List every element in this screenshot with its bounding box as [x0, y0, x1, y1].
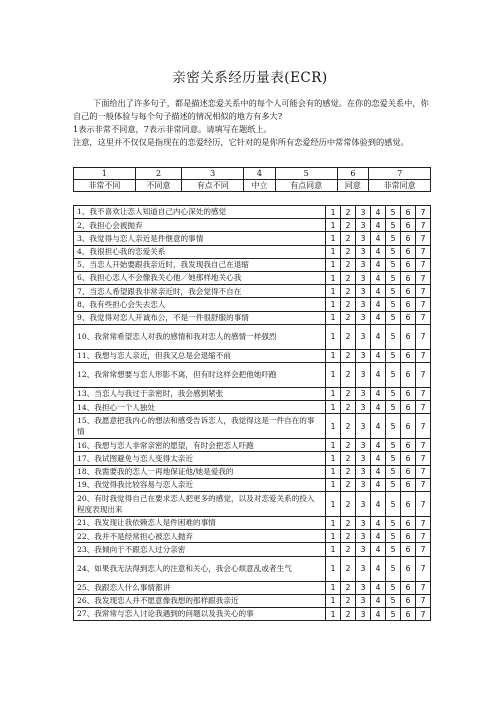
rating-option-6[interactable]: 6	[401, 324, 416, 349]
rating-option-3[interactable]: 3	[356, 543, 371, 556]
rating-option-3[interactable]: 3	[356, 285, 371, 298]
table-row	[74, 311, 431, 324]
rating-option-2[interactable]: 2	[341, 478, 356, 491]
rating-option-2[interactable]: 2	[341, 285, 356, 298]
table-row	[74, 387, 431, 400]
rating-option-6[interactable]: 6	[401, 556, 416, 581]
rating-option-7[interactable]: 7	[416, 387, 431, 400]
rating-option-1[interactable]: 1	[326, 362, 341, 387]
rating-option-2[interactable]: 2	[341, 258, 356, 271]
rating-option-6[interactable]: 6	[401, 311, 416, 324]
rating-option-5[interactable]: 5	[386, 594, 401, 607]
question-text: 13、当恋人与我过于亲密时，我会感到紧张	[74, 387, 326, 400]
rating-option-2[interactable]: 2	[341, 232, 356, 245]
rating-option-6[interactable]: 6	[401, 285, 416, 298]
rating-option-5[interactable]: 5	[386, 271, 401, 284]
rating-option-4[interactable]: 4	[371, 594, 386, 607]
rating-option-3[interactable]: 3	[356, 556, 371, 581]
rating-option-6[interactable]: 6	[401, 401, 416, 414]
rating-option-4[interactable]: 4	[371, 517, 386, 530]
rating-option-7[interactable]: 7	[416, 324, 431, 349]
table-row	[74, 556, 431, 581]
question-text: 4、我很担心我的恋爱关系	[74, 245, 326, 258]
rating-option-1[interactable]: 1	[326, 543, 341, 556]
question-text: 1、我不喜欢让恋人知道自己内心深处的感觉	[74, 206, 326, 219]
rating-option-4[interactable]: 4	[371, 414, 386, 439]
rating-option-2[interactable]: 2	[341, 465, 356, 478]
rating-option-4[interactable]: 4	[371, 607, 386, 620]
rating-option-4[interactable]: 4	[371, 271, 386, 284]
rating-option-4[interactable]: 4	[371, 349, 386, 362]
rating-option-3[interactable]: 3	[356, 530, 371, 543]
rating-option-1[interactable]: 1	[326, 401, 341, 414]
rating-option-7[interactable]: 7	[416, 362, 431, 387]
rating-option-3[interactable]: 3	[356, 594, 371, 607]
table-row	[74, 258, 431, 271]
rating-option-5[interactable]: 5	[386, 324, 401, 349]
rating-option-4[interactable]: 4	[371, 465, 386, 478]
table-row	[74, 245, 431, 258]
scale-label-row	[74, 180, 431, 192]
question-text: 27、我常常与恋人讨论我遇到的问题以及我关心的事	[74, 607, 326, 620]
table-row	[74, 607, 431, 620]
rating-option-3[interactable]: 3	[356, 349, 371, 362]
question-table	[73, 205, 431, 621]
rating-option-5[interactable]: 5	[386, 232, 401, 245]
rating-option-5[interactable]: 5	[386, 581, 401, 594]
table-row	[74, 517, 431, 530]
rating-option-3[interactable]: 3	[356, 492, 371, 517]
rating-option-1[interactable]: 1	[326, 219, 341, 232]
rating-option-4[interactable]: 4	[371, 324, 386, 349]
table-row	[74, 271, 431, 284]
scale-number: 3	[182, 168, 244, 180]
rating-option-4[interactable]: 4	[371, 285, 386, 298]
instructions	[73, 97, 431, 149]
question-text: 10、我常常希望恋人对我的感情和我对恋人的感情一样强烈	[74, 324, 326, 349]
rating-option-2[interactable]: 2	[341, 349, 356, 362]
scale-label: 中立	[244, 180, 276, 192]
rating-option-2[interactable]: 2	[341, 245, 356, 258]
rating-option-5[interactable]: 5	[386, 245, 401, 258]
rating-option-6[interactable]: 6	[401, 298, 416, 311]
rating-option-3[interactable]: 3	[356, 387, 371, 400]
question-text: 16、我想与恋人非常亲密的愿望，有时会把恋人吓跑	[74, 439, 326, 452]
table-row	[74, 324, 431, 349]
rating-option-6[interactable]: 6	[401, 219, 416, 232]
rating-option-3[interactable]: 3	[356, 298, 371, 311]
rating-option-5[interactable]: 5	[386, 285, 401, 298]
table-row	[74, 452, 431, 465]
rating-option-4[interactable]: 4	[371, 258, 386, 271]
rating-option-3[interactable]: 3	[356, 258, 371, 271]
rating-option-5[interactable]: 5	[386, 298, 401, 311]
rating-option-2[interactable]: 2	[341, 324, 356, 349]
rating-scale-legend	[73, 167, 431, 192]
rating-option-1[interactable]: 1	[326, 465, 341, 478]
question-text: 24、如果我无法得到恋人的注意和关心，我会心烦意乱或者生气	[74, 556, 326, 581]
rating-option-3[interactable]: 3	[356, 517, 371, 530]
table-row	[74, 232, 431, 245]
rating-option-5[interactable]: 5	[386, 387, 401, 400]
rating-option-3[interactable]: 3	[356, 452, 371, 465]
rating-option-7[interactable]: 7	[416, 492, 431, 517]
rating-option-3[interactable]: 3	[356, 607, 371, 620]
table-row	[74, 530, 431, 543]
rating-option-3[interactable]: 3	[356, 245, 371, 258]
question-text: 11、我想与恋人亲近，但我又总是会退缩不前	[74, 349, 326, 362]
rating-option-5[interactable]: 5	[386, 543, 401, 556]
table-row	[74, 219, 431, 232]
rating-option-5[interactable]: 5	[386, 478, 401, 491]
rating-option-1[interactable]: 1	[326, 556, 341, 581]
rating-option-2[interactable]: 2	[341, 439, 356, 452]
rating-option-6[interactable]: 6	[401, 387, 416, 400]
rating-option-2[interactable]: 2	[341, 401, 356, 414]
scale-label: 不同意	[135, 180, 182, 192]
rating-option-1[interactable]: 1	[326, 452, 341, 465]
rating-option-1[interactable]: 1	[326, 271, 341, 284]
rating-option-2[interactable]: 2	[341, 271, 356, 284]
scale-label: 同意	[337, 180, 369, 192]
table-row	[74, 594, 431, 607]
rating-option-5[interactable]: 5	[386, 219, 401, 232]
rating-option-3[interactable]: 3	[356, 581, 371, 594]
rating-option-4[interactable]: 4	[371, 439, 386, 452]
rating-option-2[interactable]: 2	[341, 517, 356, 530]
instruction-paragraph-3: 注意，这里并不仅仅是指现在的恋爱经历，它针对的是你所有恋爱经历中常常体验到的感觉。	[73, 137, 409, 147]
scale-number: 5	[275, 168, 337, 180]
scale-number: 2	[135, 168, 182, 180]
question-text: 18、我需要我的恋人一再地保证他/她是爱我的	[74, 465, 326, 478]
rating-option-1[interactable]: 1	[326, 439, 341, 452]
table-row	[74, 349, 431, 362]
rating-option-1[interactable]: 1	[326, 324, 341, 349]
question-text: 25、我跟恋人什么事情都讲	[74, 581, 326, 594]
rating-option-6[interactable]: 6	[401, 492, 416, 517]
rating-option-1[interactable]: 1	[326, 478, 341, 491]
rating-option-7[interactable]: 7	[416, 414, 431, 439]
rating-option-6[interactable]: 6	[401, 362, 416, 387]
rating-option-4[interactable]: 4	[371, 530, 386, 543]
rating-option-1[interactable]: 1	[326, 517, 341, 530]
question-text: 20、有时我觉得自己在要求恋人把更多的感觉，以及对恋爱关系的投入程度表现出来	[74, 492, 326, 517]
rating-option-7[interactable]: 7	[416, 581, 431, 594]
rating-option-5[interactable]: 5	[386, 517, 401, 530]
rating-option-4[interactable]: 4	[371, 387, 386, 400]
rating-option-6[interactable]: 6	[401, 465, 416, 478]
rating-option-4[interactable]: 4	[371, 581, 386, 594]
rating-option-5[interactable]: 5	[386, 258, 401, 271]
question-text: 22、我并不是经常担心被恋人抛弃	[74, 530, 326, 543]
rating-option-4[interactable]: 4	[371, 492, 386, 517]
rating-option-4[interactable]: 4	[371, 219, 386, 232]
scale-label: 有点不同	[182, 180, 244, 192]
question-text: 12、我常常想要与恋人形影不离，但有时这样会把他她吓跑	[74, 362, 326, 387]
rating-option-5[interactable]: 5	[386, 530, 401, 543]
rating-option-3[interactable]: 3	[356, 414, 371, 439]
instruction-paragraph-1: 下面给出了许多句子，都是描述恋爱关系中的每个人可能会有的感觉。在你的恋爱关系中，你自己的一般体验与每个句子描述的情况相似的地方有多大?	[73, 98, 429, 121]
rating-option-2[interactable]: 2	[341, 414, 356, 439]
rating-option-1[interactable]: 1	[326, 607, 341, 620]
rating-option-6[interactable]: 6	[401, 543, 416, 556]
rating-option-2[interactable]: 2	[341, 206, 356, 219]
rating-option-1[interactable]: 1	[326, 232, 341, 245]
question-text: 5、当恋人开始要跟我亲近时，我发现我自己在退缩	[74, 258, 326, 271]
table-row	[74, 414, 431, 439]
table-row	[74, 285, 431, 298]
rating-option-3[interactable]: 3	[356, 362, 371, 387]
rating-option-5[interactable]: 5	[386, 439, 401, 452]
rating-option-3[interactable]: 3	[356, 401, 371, 414]
rating-option-5[interactable]: 5	[386, 465, 401, 478]
rating-option-2[interactable]: 2	[341, 362, 356, 387]
table-row	[74, 439, 431, 452]
rating-option-7[interactable]: 7	[416, 594, 431, 607]
scale-label: 非常不同	[74, 180, 136, 192]
rating-option-5[interactable]: 5	[386, 206, 401, 219]
rating-option-6[interactable]: 6	[401, 607, 416, 620]
rating-option-6[interactable]: 6	[401, 530, 416, 543]
scale-number: 1	[74, 168, 136, 180]
table-row	[74, 492, 431, 517]
rating-option-4[interactable]: 4	[371, 232, 386, 245]
rating-option-7[interactable]: 7	[416, 530, 431, 543]
rating-option-3[interactable]: 3	[356, 324, 371, 349]
question-text: 7、当恋人希望跟我非常亲近时，我会觉得不自在	[74, 285, 326, 298]
rating-option-4[interactable]: 4	[371, 556, 386, 581]
table-row	[74, 206, 431, 219]
rating-option-7[interactable]: 7	[416, 465, 431, 478]
rating-option-2[interactable]: 2	[341, 581, 356, 594]
rating-option-3[interactable]: 3	[356, 232, 371, 245]
scale-number: 6	[337, 168, 369, 180]
rating-option-7[interactable]: 7	[416, 258, 431, 271]
rating-option-2[interactable]: 2	[341, 530, 356, 543]
table-row	[74, 298, 431, 311]
rating-option-3[interactable]: 3	[356, 439, 371, 452]
rating-option-2[interactable]: 2	[341, 556, 356, 581]
rating-option-5[interactable]: 5	[386, 362, 401, 387]
rating-option-3[interactable]: 3	[356, 465, 371, 478]
rating-option-5[interactable]: 5	[386, 607, 401, 620]
rating-option-1[interactable]: 1	[326, 349, 341, 362]
rating-option-7[interactable]: 7	[416, 607, 431, 620]
page-title: 亲密关系经历量表(ECR)	[172, 70, 328, 86]
rating-option-2[interactable]: 2	[341, 594, 356, 607]
rating-option-3[interactable]: 3	[356, 311, 371, 324]
rating-option-6[interactable]: 6	[401, 414, 416, 439]
rating-option-6[interactable]: 6	[401, 206, 416, 219]
rating-option-4[interactable]: 4	[371, 298, 386, 311]
question-text: 6、我担心恋人不会像我关心他／她那样地关心我	[74, 271, 326, 284]
rating-option-7[interactable]: 7	[416, 439, 431, 452]
rating-option-7[interactable]: 7	[416, 517, 431, 530]
question-text: 15、我愿意把我内心的想法和感受告诉恋人，我觉得这是一件自在的事情	[74, 414, 326, 439]
rating-option-6[interactable]: 6	[401, 232, 416, 245]
rating-option-3[interactable]: 3	[356, 219, 371, 232]
rating-option-2[interactable]: 2	[341, 387, 356, 400]
rating-option-7[interactable]: 7	[416, 349, 431, 362]
rating-option-6[interactable]: 6	[401, 245, 416, 258]
rating-option-7[interactable]: 7	[416, 232, 431, 245]
rating-option-1[interactable]: 1	[326, 311, 341, 324]
rating-option-7[interactable]: 7	[416, 271, 431, 284]
rating-option-1[interactable]: 1	[326, 414, 341, 439]
rating-option-6[interactable]: 6	[401, 349, 416, 362]
rating-option-6[interactable]: 6	[401, 581, 416, 594]
rating-option-5[interactable]: 5	[386, 349, 401, 362]
rating-option-5[interactable]: 5	[386, 311, 401, 324]
rating-option-4[interactable]: 4	[371, 478, 386, 491]
table-row	[74, 465, 431, 478]
rating-option-1[interactable]: 1	[326, 258, 341, 271]
question-text: 23、我倾向于不跟恋人过分亲密	[74, 543, 326, 556]
rating-option-2[interactable]: 2	[341, 607, 356, 620]
rating-option-5[interactable]: 5	[386, 492, 401, 517]
scale-number-row	[74, 168, 431, 180]
table-row	[74, 543, 431, 556]
table-row	[74, 581, 431, 594]
rating-option-4[interactable]: 4	[371, 362, 386, 387]
rating-option-7[interactable]: 7	[416, 285, 431, 298]
rating-option-7[interactable]: 7	[416, 452, 431, 465]
rating-option-7[interactable]: 7	[416, 298, 431, 311]
rating-option-1[interactable]: 1	[326, 387, 341, 400]
rating-option-7[interactable]: 7	[416, 401, 431, 414]
scale-label: 有点同意	[275, 180, 337, 192]
rating-option-6[interactable]: 6	[401, 478, 416, 491]
instruction-paragraph-2: 1表示非常不同意，7表示非常同意。请填写在题纸上。	[73, 124, 272, 134]
rating-option-2[interactable]: 2	[341, 219, 356, 232]
rating-option-4[interactable]: 4	[371, 543, 386, 556]
rating-option-6[interactable]: 6	[401, 517, 416, 530]
rating-option-3[interactable]: 3	[356, 271, 371, 284]
rating-option-2[interactable]: 2	[341, 452, 356, 465]
question-text: 8、我有些担心会失去恋人	[74, 298, 326, 311]
rating-option-1[interactable]: 1	[326, 206, 341, 219]
table-row	[74, 362, 431, 387]
rating-option-4[interactable]: 4	[371, 401, 386, 414]
question-text: 3、我觉得与恋人亲近是件惬意的事情	[74, 232, 326, 245]
rating-option-1[interactable]: 1	[326, 492, 341, 517]
question-text: 9、我觉得对恋人开诚布公，不是一件很舒服的事情	[74, 311, 326, 324]
question-text: 21、我发现让我依赖恋人是件困难的事情	[74, 517, 326, 530]
question-text: 14、我担心一个人独处	[74, 401, 326, 414]
rating-option-1[interactable]: 1	[326, 285, 341, 298]
table-row	[74, 478, 431, 491]
rating-option-5[interactable]: 5	[386, 414, 401, 439]
rating-option-6[interactable]: 6	[401, 439, 416, 452]
rating-option-5[interactable]: 5	[386, 452, 401, 465]
rating-option-2[interactable]: 2	[341, 311, 356, 324]
rating-option-5[interactable]: 5	[386, 401, 401, 414]
rating-option-4[interactable]: 4	[371, 452, 386, 465]
rating-option-6[interactable]: 6	[401, 452, 416, 465]
rating-option-1[interactable]: 1	[326, 581, 341, 594]
rating-option-3[interactable]: 3	[356, 206, 371, 219]
rating-option-7[interactable]: 7	[416, 245, 431, 258]
rating-option-7[interactable]: 7	[416, 478, 431, 491]
rating-option-7[interactable]: 7	[416, 311, 431, 324]
rating-option-1[interactable]: 1	[326, 298, 341, 311]
question-text: 2、我担心会被抛弃	[74, 219, 326, 232]
question-text: 17、我试图避免与恋人变得太亲近	[74, 452, 326, 465]
question-text: 19、我觉得我比较容易与恋人亲近	[74, 478, 326, 491]
scale-number: 7	[369, 168, 431, 180]
rating-option-5[interactable]: 5	[386, 556, 401, 581]
rating-option-1[interactable]: 1	[326, 594, 341, 607]
rating-option-1[interactable]: 1	[326, 530, 341, 543]
rating-option-2[interactable]: 2	[341, 492, 356, 517]
rating-option-1[interactable]: 1	[326, 245, 341, 258]
rating-option-6[interactable]: 6	[401, 271, 416, 284]
rating-option-6[interactable]: 6	[401, 258, 416, 271]
scale-number: 4	[244, 168, 276, 180]
question-text: 26、我发现恋人并不愿意像我想的那样跟我亲近	[74, 594, 326, 607]
rating-option-7[interactable]: 7	[416, 556, 431, 581]
rating-option-6[interactable]: 6	[401, 594, 416, 607]
scale-label: 非常同意	[369, 180, 431, 192]
rating-option-4[interactable]: 4	[371, 245, 386, 258]
rating-option-4[interactable]: 4	[371, 311, 386, 324]
rating-option-2[interactable]: 2	[341, 543, 356, 556]
rating-option-3[interactable]: 3	[356, 478, 371, 491]
table-row	[74, 401, 431, 414]
rating-option-7[interactable]: 7	[416, 543, 431, 556]
rating-option-7[interactable]: 7	[416, 219, 431, 232]
rating-option-4[interactable]: 4	[371, 206, 386, 219]
rating-option-7[interactable]: 7	[416, 206, 431, 219]
rating-option-2[interactable]: 2	[341, 298, 356, 311]
